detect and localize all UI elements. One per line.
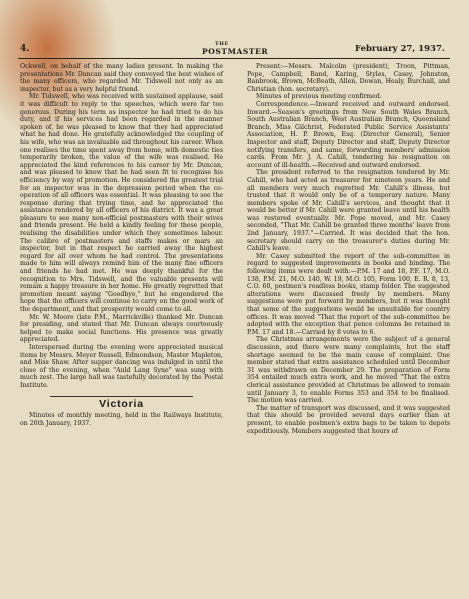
article-paragraph: The matter of transport was discussed, and it was suggested that this should be provided several days earlier than at present, to enable postmen's extra bags to be taken to depots expeditiously. Members suggested that hours of <box>247 404 450 435</box>
header-rule <box>18 58 450 59</box>
right-column <box>247 63 450 435</box>
page-number: 4. <box>20 44 30 54</box>
article-paragraph: Minutes of previous meeting confirmed. <box>256 93 382 101</box>
article-paragraph: Mr. W. Moore (late P.M., Marrickville) thanked Mr. Duncan for presiding, and stated that Mr. Duncan always courteously helped to make social functions. His presence was greatly appreciated. <box>20 313 223 344</box>
article-paragraph: Minutes of monthly meeting, held in the Railways Institute, on 26th January, 1937. <box>20 412 223 427</box>
article-paragraph: Interspersed during the evening were appreciated musical items by Messrs. Meyer Russell, Edmondson, Master Mapleton, and Miss Shaw. After supper dancing was indulged in until the close of the evening, when "Auld Lang Syne" was sung with much zest. The large hall was tastefully decorated by the Postal Institute. <box>20 343 223 389</box>
section-divider <box>50 396 193 397</box>
issue-date: February 27, 1937. <box>355 44 445 54</box>
publication-name: POSTMASTER <box>202 47 269 56</box>
article-paragraph: Ockwell, on behalf of the many ladies present. In making the presentations Mr. Duncan said they conveyed the best wishes of the many officers, who regarded Mr. Tidswell not only as an inspector, but as a very helpful friend. <box>20 63 223 93</box>
left-column <box>20 63 223 427</box>
publication-the: THE <box>215 41 229 47</box>
article-paragraph: The Christmas arrangements were the subject of a general discussion, and there were many complaints, but the staff shortage seemed to be the main cause of complaint. One member stated that extra assistance scheduled until December 31 was withdrawn on December 29. The preparation of Form 354 entailed much extra work, and he moved "That the extra clerical assistance provided at Christmas be allowed to remain until January 3, to enable Forms 353 and 354 to be finalised. The motion was carried. <box>247 336 450 405</box>
section-title: Victoria <box>99 397 144 410</box>
article-paragraph: The president referred to the resignation tendered by Mr. Cahill, who had acted as treasurer for nineteen years. He and all members very much regretted Mr. Cahill's illness, but trusted that it would only be of a temporary nature. Many members spoke of Mr. Cahill's services, and thought that it would be better if Mr. Cahill were granted leave until his health was restored eventually. Mr. Pope moved, and Mr. Casey seconded, "That Mr. Cahill be granted three months' leave from 2nd January, 1937."—Carried. It was decided that the hon. secretary should carry on the treasurer's duties during Mr. Cahill's leave. <box>247 169 450 253</box>
article-paragraph: Mr. Tidswell, who was received with sustained applause, said it was difficult to reply to the speeches, which were far too generous. During his term as inspector he had tried to do his duty, and if his services had been regarded in the manner spoken of, he was pleased to know that they had appreciated what he had done. He gratefully acknowledged the coupling of his wife, who was an invaluable aid throughout his career. When one realises the time spent away from home, with domestic ties temporarily broken, the value of the wife was realised. He appreciated the kind references to his career by Mr. Duncan, and was pleased to know that he had seen fit to recognise his efficiency by way of promotion. He considered the greatest trial for an inspector was in the depression period when the co-operation of all officers was essential. It was pleasing to see the response during that trying time, and he appreciated the assistance rendered by all officers of his district. It was a great pleasure to see many non-official postmasters with their wives and friends present. He held a kindly feeling for these people, realising the disabilities under which they sometimes labour. The calibre of postmasters and staffs makes or mars an inspector, but in that respect he carried away the highest regard for all over whom he had control. The presentations made to him will always remind him of the many fine officers and friends he had met. He was deeply thankful for the recognition to Mrs. Tidswell, and the valuable presents will remain a happy treasure in her home. He greatly regretted that promotion meant saying "Goodbye," but he engendered the hope that the officers will continue to carry on the good work of the department, and that prosperity would come to all. <box>20 93 223 313</box>
article-paragraph: Present:—Messrs. Malcolm (president), Troon, Pittman, Pope, Campbell, Band, Karing, Styles, Casey, Johnston, Banbrook, Brown, McBeath, Allen, Dewan, Healy, Burchall, and Christian (hon. secretary). <box>247 63 450 93</box>
article-paragraph: Correspondence.—Inward received and outward endorsed. Inward.—Season's greetings from New South Wales Branch, South Australian Branch, West Australian Branch, Queensland Branch, Miss Gilchrist, Federated Public Service Assistants' Association, H. P. Brown, Esq. (Director General), Senior Inspector and staff, Deputy Director and staff, Deputy Director notifying transfers, and same, forwarding members' admission cards. From Mr. J. A. Cahill, tendering his resignation on account of ill-health.—Received and outward endorsed. <box>247 100 450 169</box>
article-paragraph: Mr. Casey submitted the report of the sub-committee in regard to suggested improvements in books and binding. The following items were dealt with:—P.M. 17 and 18, P.F. 17, M.O. 138, P.M. 21, M.O. 140, W. 19, M.O. 105, Form 100, E. R. 8, 13, C.O. 60, postmen's roadless books, stamp folder. The suggested alterations were discussed freely by members. Many suggestions were put forward by members, but it was thought that some of the suggestions would be unsuitable for country offices. It was moved "That the report of the sub-committee be adopted with the exception that pence columns be retained in P.M. 17 and 18.—Carried by 8 votes to 6. <box>247 252 450 336</box>
